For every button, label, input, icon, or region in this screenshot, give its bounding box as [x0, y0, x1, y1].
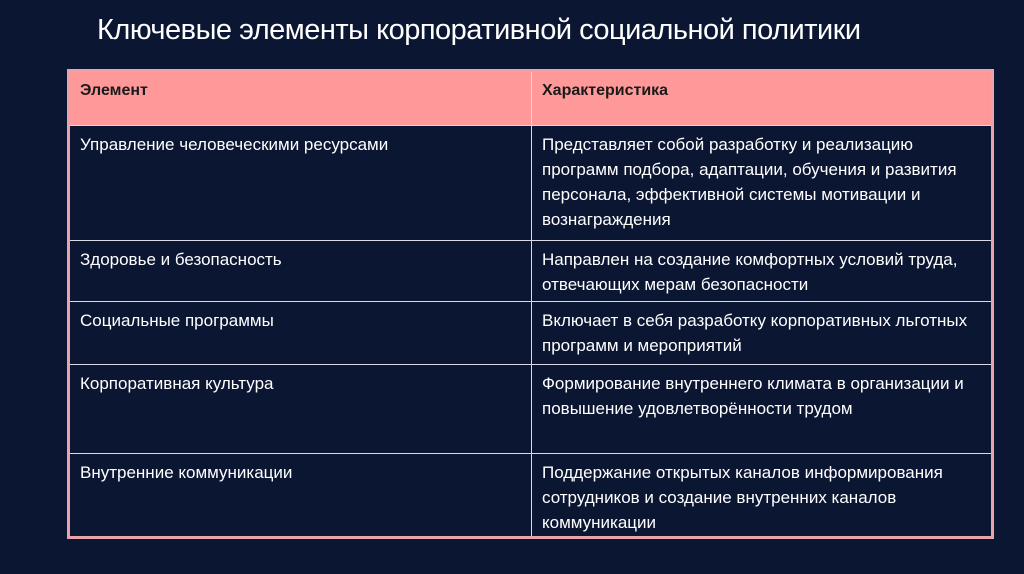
description-cell: Формирование внутреннего климата в организации и повышение удовлетворённости трудом	[532, 365, 993, 454]
element-cell: Социальные программы	[69, 302, 532, 365]
table-row	[69, 126, 993, 241]
element-cell: Управление человеческими ресурсами	[69, 126, 532, 241]
header-characteristic: Характеристика	[532, 71, 993, 126]
description-cell: Поддержание открытых каналов информирования сотрудников и создание внутренних каналов коммуникации	[532, 454, 993, 538]
description-cell: Включает в себя разработку корпоративных льготных программ и мероприятий	[532, 302, 993, 365]
table-row	[69, 302, 993, 365]
slide-title: Ключевые элементы корпоративной социальной политики	[97, 14, 861, 46]
table-row	[69, 454, 993, 538]
description-cell: Направлен на создание комфортных условий труда, отвечающих мерам безопасности	[532, 241, 993, 302]
table-header-row	[69, 71, 993, 126]
table-row	[69, 365, 993, 454]
key-elements-table	[67, 69, 994, 539]
element-cell: Корпоративная культура	[69, 365, 532, 454]
element-cell: Здоровье и безопасность	[69, 241, 532, 302]
description-cell: Представляет собой разработку и реализацию программ подбора, адаптации, обучения и развития персонала, эффективной системы мотивации и вознаграждения	[532, 126, 993, 241]
header-element: Элемент	[69, 71, 532, 126]
table-row	[69, 241, 993, 302]
element-cell: Внутренние коммуникации	[69, 454, 532, 538]
